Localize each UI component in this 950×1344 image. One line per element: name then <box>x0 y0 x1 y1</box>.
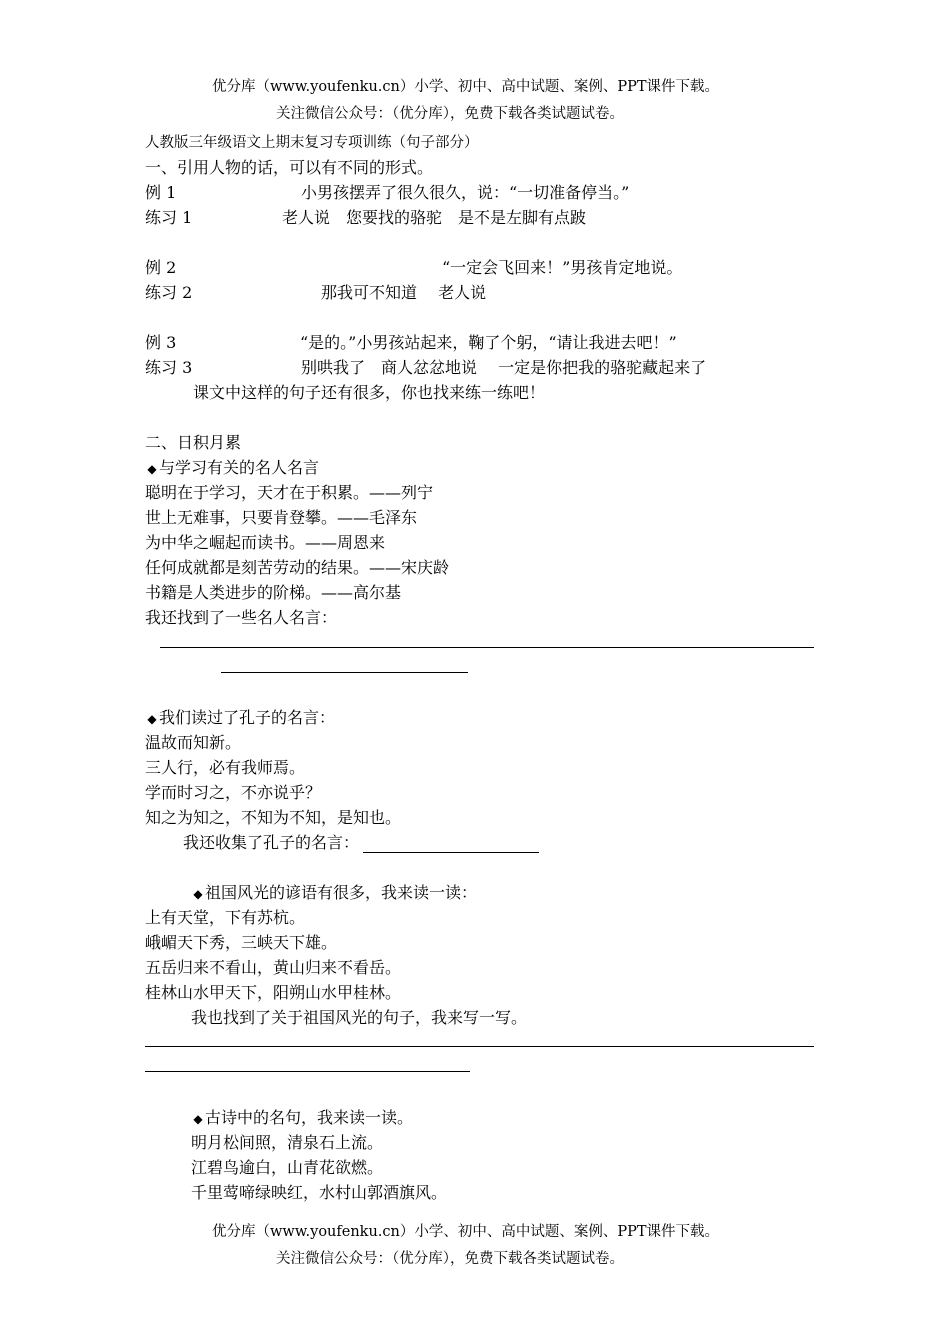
confucius-item: 温故而知新。 <box>145 733 242 752</box>
poem-item: 明月松间照，清泉石上流。 <box>191 1133 384 1152</box>
confucius-item: 知之为知之，不知为不知，是知也。 <box>145 808 402 827</box>
example-1 <box>145 183 630 203</box>
answer-line[interactable] <box>160 647 814 648</box>
quote-item: 为中华之崛起而读书。——周恩来 <box>145 533 386 552</box>
diamond-bullet-icon: ◆ <box>193 1112 203 1126</box>
practice-3 <box>145 358 707 378</box>
poem-title: ◆ 古诗中的名句，我来读一读。 <box>191 1108 413 1129</box>
diamond-bullet-icon: ◆ <box>147 462 157 476</box>
confucius-item: 学而时习之，不亦说乎？ <box>145 783 322 802</box>
practice-2-label: 练习 2 <box>145 283 193 302</box>
quotes-title: ◆ 与学习有关的名人名言 <box>145 458 319 479</box>
section1-closing: 课文中这样的句子还有很多，你也找来练一练吧！ <box>193 383 546 402</box>
confucius-prompt: 我还收集了孔子的名言： <box>183 833 539 853</box>
section1-heading: 一、引用人物的话，可以有不同的形式。 <box>145 158 434 177</box>
example-3-text: “是的。”小男孩站起来，鞠了个躬，“请让我进去吧！” <box>300 333 677 352</box>
header-line-1: 优分库（www.youfenku.cn）小学、初中、高中试题、案例、PPT课件下载。 <box>212 79 720 95</box>
quote-item: 世上无难事，只要肯登攀。——毛泽东 <box>145 508 418 527</box>
example-3 <box>145 333 677 353</box>
scenery-prompt: 我也找到了关于祖国风光的句子，我来写一写。 <box>191 1008 528 1027</box>
scenery-title: ◆ 祖国风光的谚语有很多，我来读一读： <box>191 883 477 904</box>
quote-item: 书籍是人类进步的阶梯。——高尔基 <box>145 583 402 602</box>
confucius-title: ◆ 我们读过了孔子的名言： <box>145 708 335 729</box>
diamond-bullet-icon: ◆ <box>147 712 157 726</box>
quotes-prompt: 我还找到了一些名人名言： <box>145 608 338 627</box>
example-2-text: “一定会飞回来！”男孩肯定地说。 <box>442 258 683 277</box>
poem-item: 江碧鸟逾白，山青花欲燃。 <box>191 1158 384 1177</box>
example-2 <box>145 258 683 278</box>
scenery-item: 五岳归来不看山，黄山归来不看岳。 <box>145 958 402 977</box>
quote-item: 任何成就都是刻苦劳动的结果。——宋庆龄 <box>145 558 450 577</box>
practice-1 <box>145 208 587 228</box>
answer-line[interactable] <box>221 672 468 673</box>
answer-line[interactable] <box>145 1046 814 1047</box>
section2-heading: 二、日积月累 <box>145 433 242 452</box>
poem-item: 千里莺啼绿映红，水村山郭酒旗风。 <box>191 1183 448 1202</box>
practice-1-label: 练习 1 <box>145 208 193 227</box>
practice-2 <box>145 283 487 303</box>
header-line-2: 关注微信公众号：（优分库），免费下载各类试题试卷。 <box>276 106 624 122</box>
answer-blank[interactable] <box>363 834 539 853</box>
footer-line-2: 关注微信公众号：（优分库），免费下载各类试题试卷。 <box>276 1251 624 1267</box>
scenery-item: 上有天堂，下有苏杭。 <box>145 908 306 927</box>
example-2-label: 例 2 <box>145 258 177 277</box>
document-title: 人教版三年级语文上期末复习专项训练（句子部分） <box>145 135 479 151</box>
practice-1-text: 老人说 您要找的骆驼 是不是左脚有点跛 <box>282 208 587 227</box>
confucius-item: 三人行，必有我师焉。 <box>145 758 306 777</box>
quote-item: 聪明在于学习，天才在于积累。——列宁 <box>145 483 434 502</box>
example-1-text: 小男孩摆弄了很久很久，说：“一切准备停当。” <box>301 183 630 202</box>
diamond-bullet-icon: ◆ <box>193 887 203 901</box>
scenery-item: 桂林山水甲天下，阳朔山水甲桂林。 <box>145 983 402 1002</box>
footer-line-1: 优分库（www.youfenku.cn）小学、初中、高中试题、案例、PPT课件下载。 <box>212 1224 720 1240</box>
example-3-label: 例 3 <box>145 333 177 352</box>
scenery-item: 峨嵋天下秀，三峡天下雄。 <box>145 933 338 952</box>
practice-3-text: 别哄我了 商人忿忿地说 一定是你把我的骆驼藏起来了 <box>301 358 707 377</box>
example-1-label: 例 1 <box>145 183 177 202</box>
practice-2-text: 那我可不知道 老人说 <box>321 283 487 302</box>
practice-3-label: 练习 3 <box>145 358 193 377</box>
answer-line[interactable] <box>145 1071 470 1072</box>
